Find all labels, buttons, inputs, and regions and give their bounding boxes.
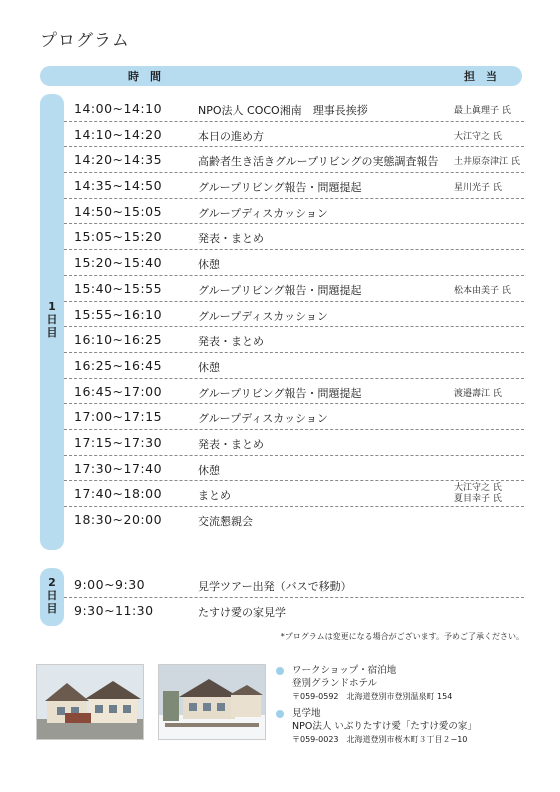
- visit-house-photo: [158, 664, 266, 740]
- row-person-pair: [454, 483, 502, 505]
- row-item: 休憩: [198, 258, 220, 272]
- row-item: NPO法人 COCO湘南 理事長挨拶: [198, 104, 368, 117]
- schedule-row: [64, 122, 524, 148]
- row-time: 9:00~9:30: [74, 577, 146, 592]
- schedule-row: [64, 572, 524, 598]
- row-person: 渡邉壽江 氏: [454, 388, 502, 399]
- schedule-row: [64, 199, 524, 225]
- row-time: 15:40~15:55: [74, 280, 163, 296]
- row-person: 星川光子 氏: [454, 183, 502, 194]
- person-column-header: 担 当: [464, 70, 497, 83]
- row-time: 14:50~15:05: [74, 203, 163, 219]
- schedule-row: [64, 250, 524, 276]
- row-time: 18:30~20:00: [74, 512, 163, 527]
- schedule-row: [64, 327, 524, 353]
- row-time: 14:35~14:50: [74, 178, 163, 194]
- visit-info: [280, 707, 477, 746]
- row-item: まとめ: [198, 489, 231, 503]
- row-item: グループディスカッション: [198, 309, 328, 323]
- change-note: *プログラムは変更になる場合がございます。予めご了承ください。: [280, 632, 524, 641]
- hotel-photo: [36, 664, 144, 740]
- row-item: 見学ツアー出発（バスで移動）: [198, 580, 352, 593]
- bullet-dot: [276, 710, 284, 718]
- row-time: 17:40~18:00: [74, 486, 163, 502]
- row-time: 15:20~15:40: [74, 255, 163, 271]
- row-item: グループリビング報告・問題提起: [198, 181, 362, 195]
- day1-band: [40, 94, 64, 550]
- schedule-row: [64, 147, 524, 173]
- day1-schedule: [64, 96, 524, 533]
- row-time: 14:00~14:10: [74, 101, 163, 116]
- row-time: 17:30~17:40: [74, 460, 163, 476]
- row-person: 大江守之 氏: [454, 483, 502, 494]
- row-time: 16:45~17:00: [74, 383, 163, 399]
- row-time: 15:05~15:20: [74, 229, 163, 245]
- row-time: 16:25~16:45: [74, 357, 163, 373]
- row-time: 16:10~16:25: [74, 332, 163, 348]
- day1-label: [40, 300, 64, 339]
- schedule-row: [64, 173, 524, 199]
- schedule-row: [64, 224, 524, 250]
- row-person: 大江守之 氏: [454, 131, 502, 142]
- row-time: 14:10~14:20: [74, 126, 163, 142]
- visit-name: NPO法人 いぶりたすけ愛「たすけ愛の家」: [292, 721, 477, 732]
- row-item: たすけ愛の家見学: [198, 605, 286, 619]
- time-column-header: 時 間: [128, 70, 161, 83]
- row-person-second: 夏目幸子 氏: [454, 494, 502, 505]
- schedule-row: [64, 404, 524, 430]
- schedule-row: [64, 302, 524, 328]
- row-item: 休憩: [198, 360, 220, 374]
- schedule-header: [40, 66, 522, 86]
- venue-name: 登別グランドホテル: [292, 678, 378, 689]
- row-time: 15:55~16:10: [74, 306, 163, 322]
- day2-label-text: 2日目: [46, 576, 58, 615]
- row-time: 17:00~17:15: [74, 409, 163, 425]
- row-item: 発表・まとめ: [198, 437, 264, 451]
- schedule-row: [64, 456, 524, 482]
- row-person: 土井原奈津江 氏: [454, 157, 520, 168]
- row-item: グループディスカッション: [198, 206, 328, 220]
- row-person: 松本由美子 氏: [454, 285, 511, 296]
- row-item: グループディスカッション: [198, 412, 328, 426]
- schedule-row: [64, 598, 524, 624]
- schedule-row: [64, 430, 524, 456]
- visit-address: 〒059-0023 北海道登別市桜木町３丁目２−10: [292, 735, 468, 744]
- visit-label: 見学地: [292, 708, 321, 719]
- schedule-row: [64, 379, 524, 405]
- day2-label: [40, 576, 64, 615]
- row-time: 17:15~17:30: [74, 434, 163, 450]
- row-item: 発表・まとめ: [198, 335, 264, 349]
- bullet-dot: [276, 667, 284, 675]
- row-item: グループリビング報告・問題提起: [198, 386, 362, 400]
- venue-label: ワークショップ・宿泊地: [292, 665, 397, 676]
- day2-band: [40, 568, 64, 626]
- day1-label-text: 1日目: [46, 300, 58, 339]
- row-time: 14:20~14:35: [74, 152, 163, 168]
- page-title: プログラム: [40, 31, 130, 51]
- row-item: 発表・まとめ: [198, 232, 264, 246]
- venue-address: 〒059-0592 北海道登別市登別温泉町 154: [292, 692, 453, 701]
- schedule-row: [64, 353, 524, 379]
- schedule-row: [64, 481, 524, 507]
- row-time: 9:30~11:30: [74, 602, 154, 618]
- row-item: 本日の進め方: [198, 129, 264, 143]
- row-person: 最上眞理子 氏: [454, 106, 511, 116]
- venue-info: [280, 664, 452, 703]
- row-item: グループリビング報告・問題提起: [198, 283, 362, 297]
- row-item: 休憩: [198, 463, 220, 477]
- day2-schedule: [64, 572, 524, 623]
- schedule-row: [64, 276, 524, 302]
- row-item: 交流懇親会: [198, 515, 253, 528]
- schedule-row: [64, 507, 524, 533]
- row-item: 高齢者生き活きグループリビングの実態調査報告: [198, 155, 439, 169]
- schedule-row: [64, 96, 524, 122]
